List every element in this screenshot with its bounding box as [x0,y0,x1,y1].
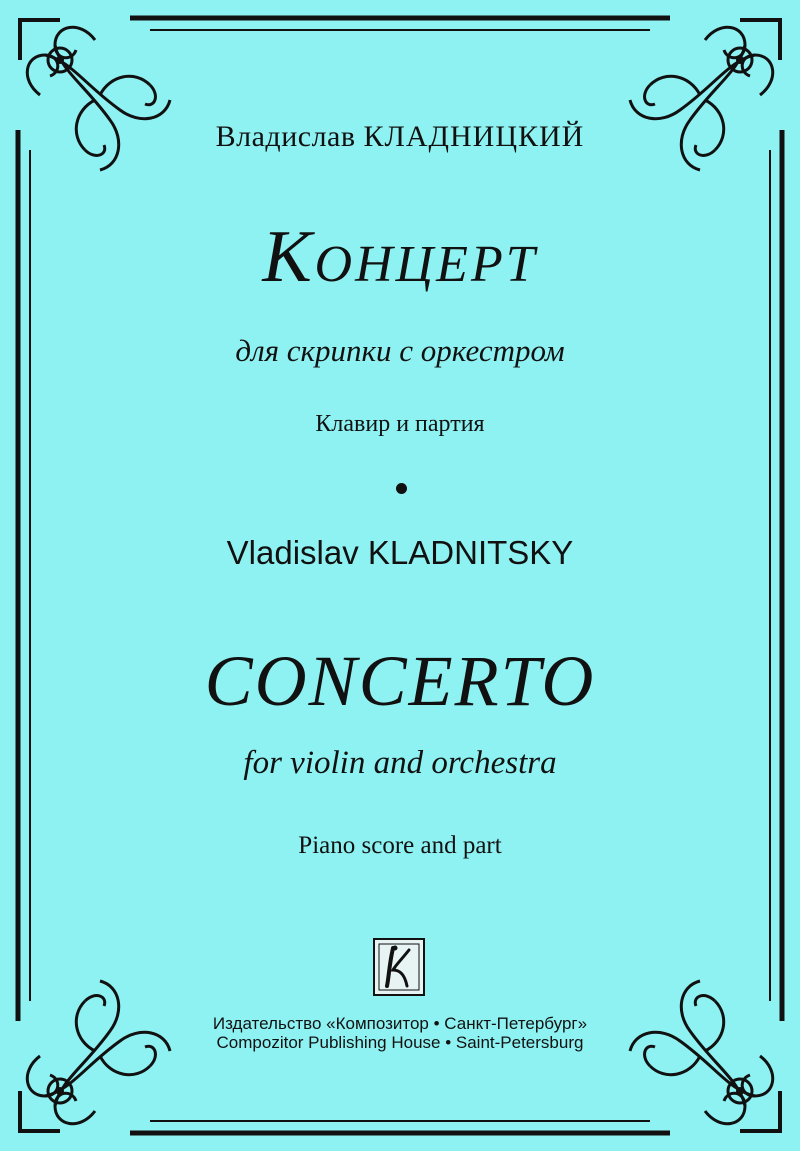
corner-flourish-icon [20,981,170,1131]
title-ru: Концерт [262,216,538,298]
publisher-en: Compozitor Publishing House • Saint-Petersburg [216,1033,584,1052]
author-name-ru [0,120,800,154]
publisher-ru: Издательство «Композитор • Санкт-Петербург» [212,1014,588,1033]
edition-ru: Клавир и партия [315,411,485,437]
publisher-logo-icon [371,936,427,998]
bullet-icon [396,483,407,494]
author-first-name-ru: Владислав [215,120,356,153]
subtitle-en: for violin and orchestra [243,745,557,781]
subtitle-ru: для скрипки с оркестром [235,333,565,368]
title-en: CONCERTO [204,641,596,721]
corner-flourish-icon [630,981,780,1131]
author-last-name-ru: КЛАДНИЦКИЙ [363,120,585,153]
author-name-en: Vladislav KLADNITSKY [226,534,574,571]
edition-en: Piano score and part [298,832,502,859]
